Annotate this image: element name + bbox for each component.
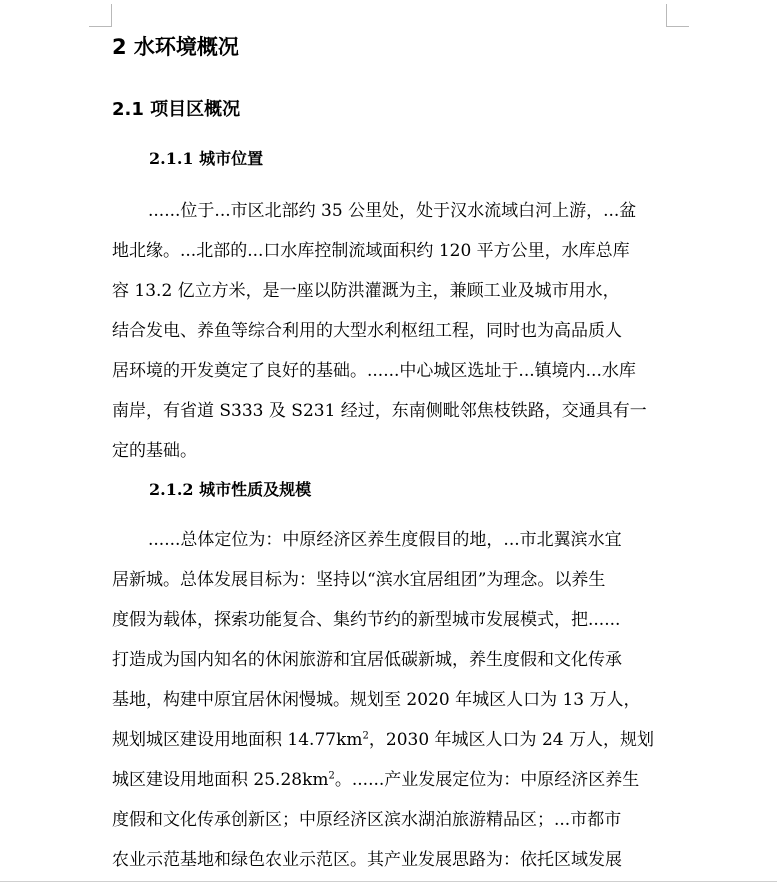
page-bottom-border [0, 881, 777, 882]
crop-mark-top-left [89, 4, 112, 27]
paragraph-line: 度假为载体，探索功能复合、集约节约的新型城市发展模式，把...... [112, 610, 621, 630]
paragraph-line: 地北缘。...北部的...口水库控制流域面积约 120 平方公里，水库总库 [112, 241, 630, 261]
paragraph-line: 结合发电、养鱼等综合利用的大型水利枢纽工程，同时也为高品质人 [112, 321, 622, 341]
paragraph-city-location [112, 191, 668, 471]
section-title-city-nature-scale: 2.1.2 城市性质及规模 [149, 480, 312, 499]
paragraph-line: 南岸，有省道 S333 及 S231 经过，东南侧毗邻焦枝铁路，交通具有一 [112, 401, 647, 421]
crop-mark-top-right [666, 4, 689, 27]
paragraph-line: 度假和文化传承创新区；中原经济区滨水湖泊旅游精品区；...市都市 [112, 810, 622, 830]
paragraph-line: 农业示范基地和绿色农业示范区。其产业发展思路为：依托区域发展 [112, 850, 622, 870]
text-run: ，2030 年城区人口为 24 万人，规划 [368, 730, 654, 750]
paragraph-line: 基地，构建中原宜居休闲慢城。规划至 2020 年城区人口为 13 万人， [112, 690, 641, 710]
paragraph-line: 容 13.2 亿立方米，是一座以防洪灌溉为主，兼顾工业及城市用水， [112, 281, 620, 301]
paragraph-line: ......位于...市区北部约 35 公里处，处于汉水流域白河上游，...盆 [148, 201, 637, 221]
text-run: 城区建设用地面积 25.28km [112, 770, 329, 790]
paragraph-line [112, 720, 668, 760]
heading-2: 2.1 项目区概况 [112, 99, 241, 120]
text-run: 。......产业发展定位为：中原经济区养生 [334, 770, 640, 790]
paragraph-line: 打造成为国内知名的休闲旅游和宜居低碳新城，养生度假和文化传承 [112, 650, 622, 670]
paragraph-line: 居环境的开发奠定了良好的基础。......中心城区选址于...镇境内...水库 [112, 361, 636, 381]
text-run: 规划城区建设用地面积 14.77km [112, 730, 363, 750]
superscript: 2 [328, 770, 335, 782]
paragraph-city-nature-scale [112, 520, 668, 880]
paragraph-line: 居新城。总体发展目标为：坚持以“滨水宜居组团”为理念。以养生 [112, 570, 606, 590]
superscript: 2 [362, 730, 369, 742]
paragraph-line: ......总体定位为：中原经济区养生度假目的地，...市北翼滨水宜 [148, 530, 622, 550]
paragraph-line: 定的基础。 [112, 441, 197, 461]
heading-1: 2 水环境概况 [112, 35, 239, 59]
section-title-city-location: 2.1.1 城市位置 [149, 149, 264, 168]
paragraph-line [112, 760, 668, 800]
